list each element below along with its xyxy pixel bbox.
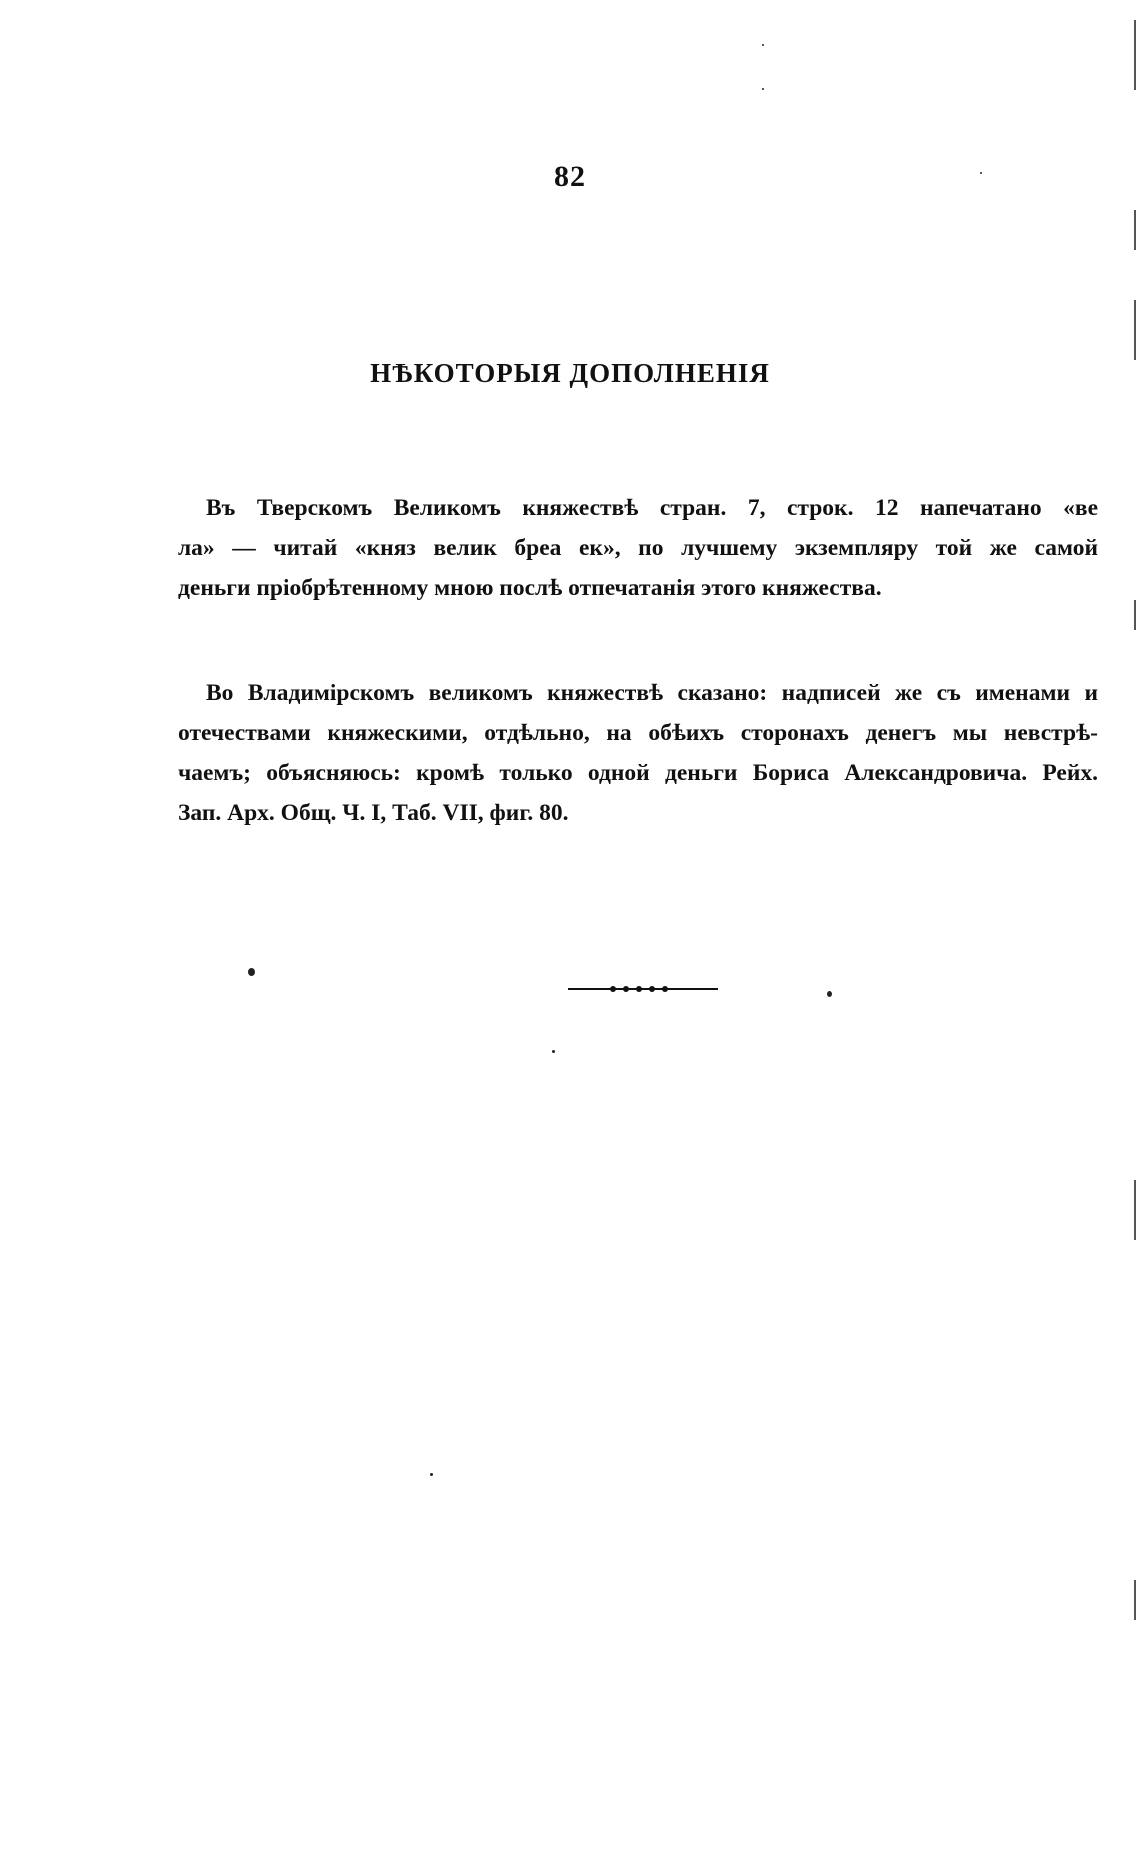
separator-rule xyxy=(568,988,718,990)
separator-dot xyxy=(610,986,616,992)
paragraph-line: чаемъ; объясняюсь: кромѣ только одной деньги Бориса Александровича. Рейх. xyxy=(178,760,1098,786)
scan-edge-mark xyxy=(1134,1180,1136,1240)
scan-edge-mark xyxy=(1134,300,1136,360)
separator-dot xyxy=(636,986,642,992)
paragraph-line: отечествами княжескими, отдѣльно, на обѣихъ сторонахъ денегъ мы невстрѣ- xyxy=(178,720,1098,746)
separator-dot xyxy=(662,986,668,992)
paragraph-line: ла» — читай «княз велик бреа ек», по лучшему экземпляру той же самой xyxy=(178,535,1098,561)
scan-edge-mark xyxy=(1134,210,1136,250)
ink-speck xyxy=(552,1050,555,1053)
scan-edge-mark xyxy=(1134,1580,1136,1620)
scan-edge-mark xyxy=(1134,600,1136,630)
paragraph-line: Зап. Арх. Общ. Ч. I, Таб. VII, фиг. 80. xyxy=(178,800,569,826)
paragraph-line: Во Владимірскомъ великомъ княжествѣ сказано: надписей же съ именами и xyxy=(206,680,1098,706)
paragraph-line: деньги пріобрѣтенному мною послѣ отпечатанія этого княжества. xyxy=(178,575,882,601)
separator-dot xyxy=(649,986,655,992)
ink-speck xyxy=(430,1473,433,1476)
ink-speck xyxy=(827,991,832,997)
page-number: 82 xyxy=(554,160,586,193)
scan-edge-mark xyxy=(1134,20,1136,90)
paragraph-tver-correction xyxy=(178,488,1098,608)
separator-dot xyxy=(623,986,629,992)
ink-speck xyxy=(980,172,982,174)
paragraph-line: Въ Тверскомъ Великомъ княжествѣ стран. 7, строк. 12 напечатано «ве xyxy=(206,495,1098,521)
ink-speck xyxy=(762,88,764,90)
ink-speck xyxy=(762,44,764,46)
ornamental-separator xyxy=(568,985,718,993)
paragraph-vladimir-note xyxy=(178,673,1098,833)
ink-speck xyxy=(248,968,255,976)
section-heading: НѢКОТОРЫЯ ДОПОЛНЕНІЯ xyxy=(370,358,770,388)
